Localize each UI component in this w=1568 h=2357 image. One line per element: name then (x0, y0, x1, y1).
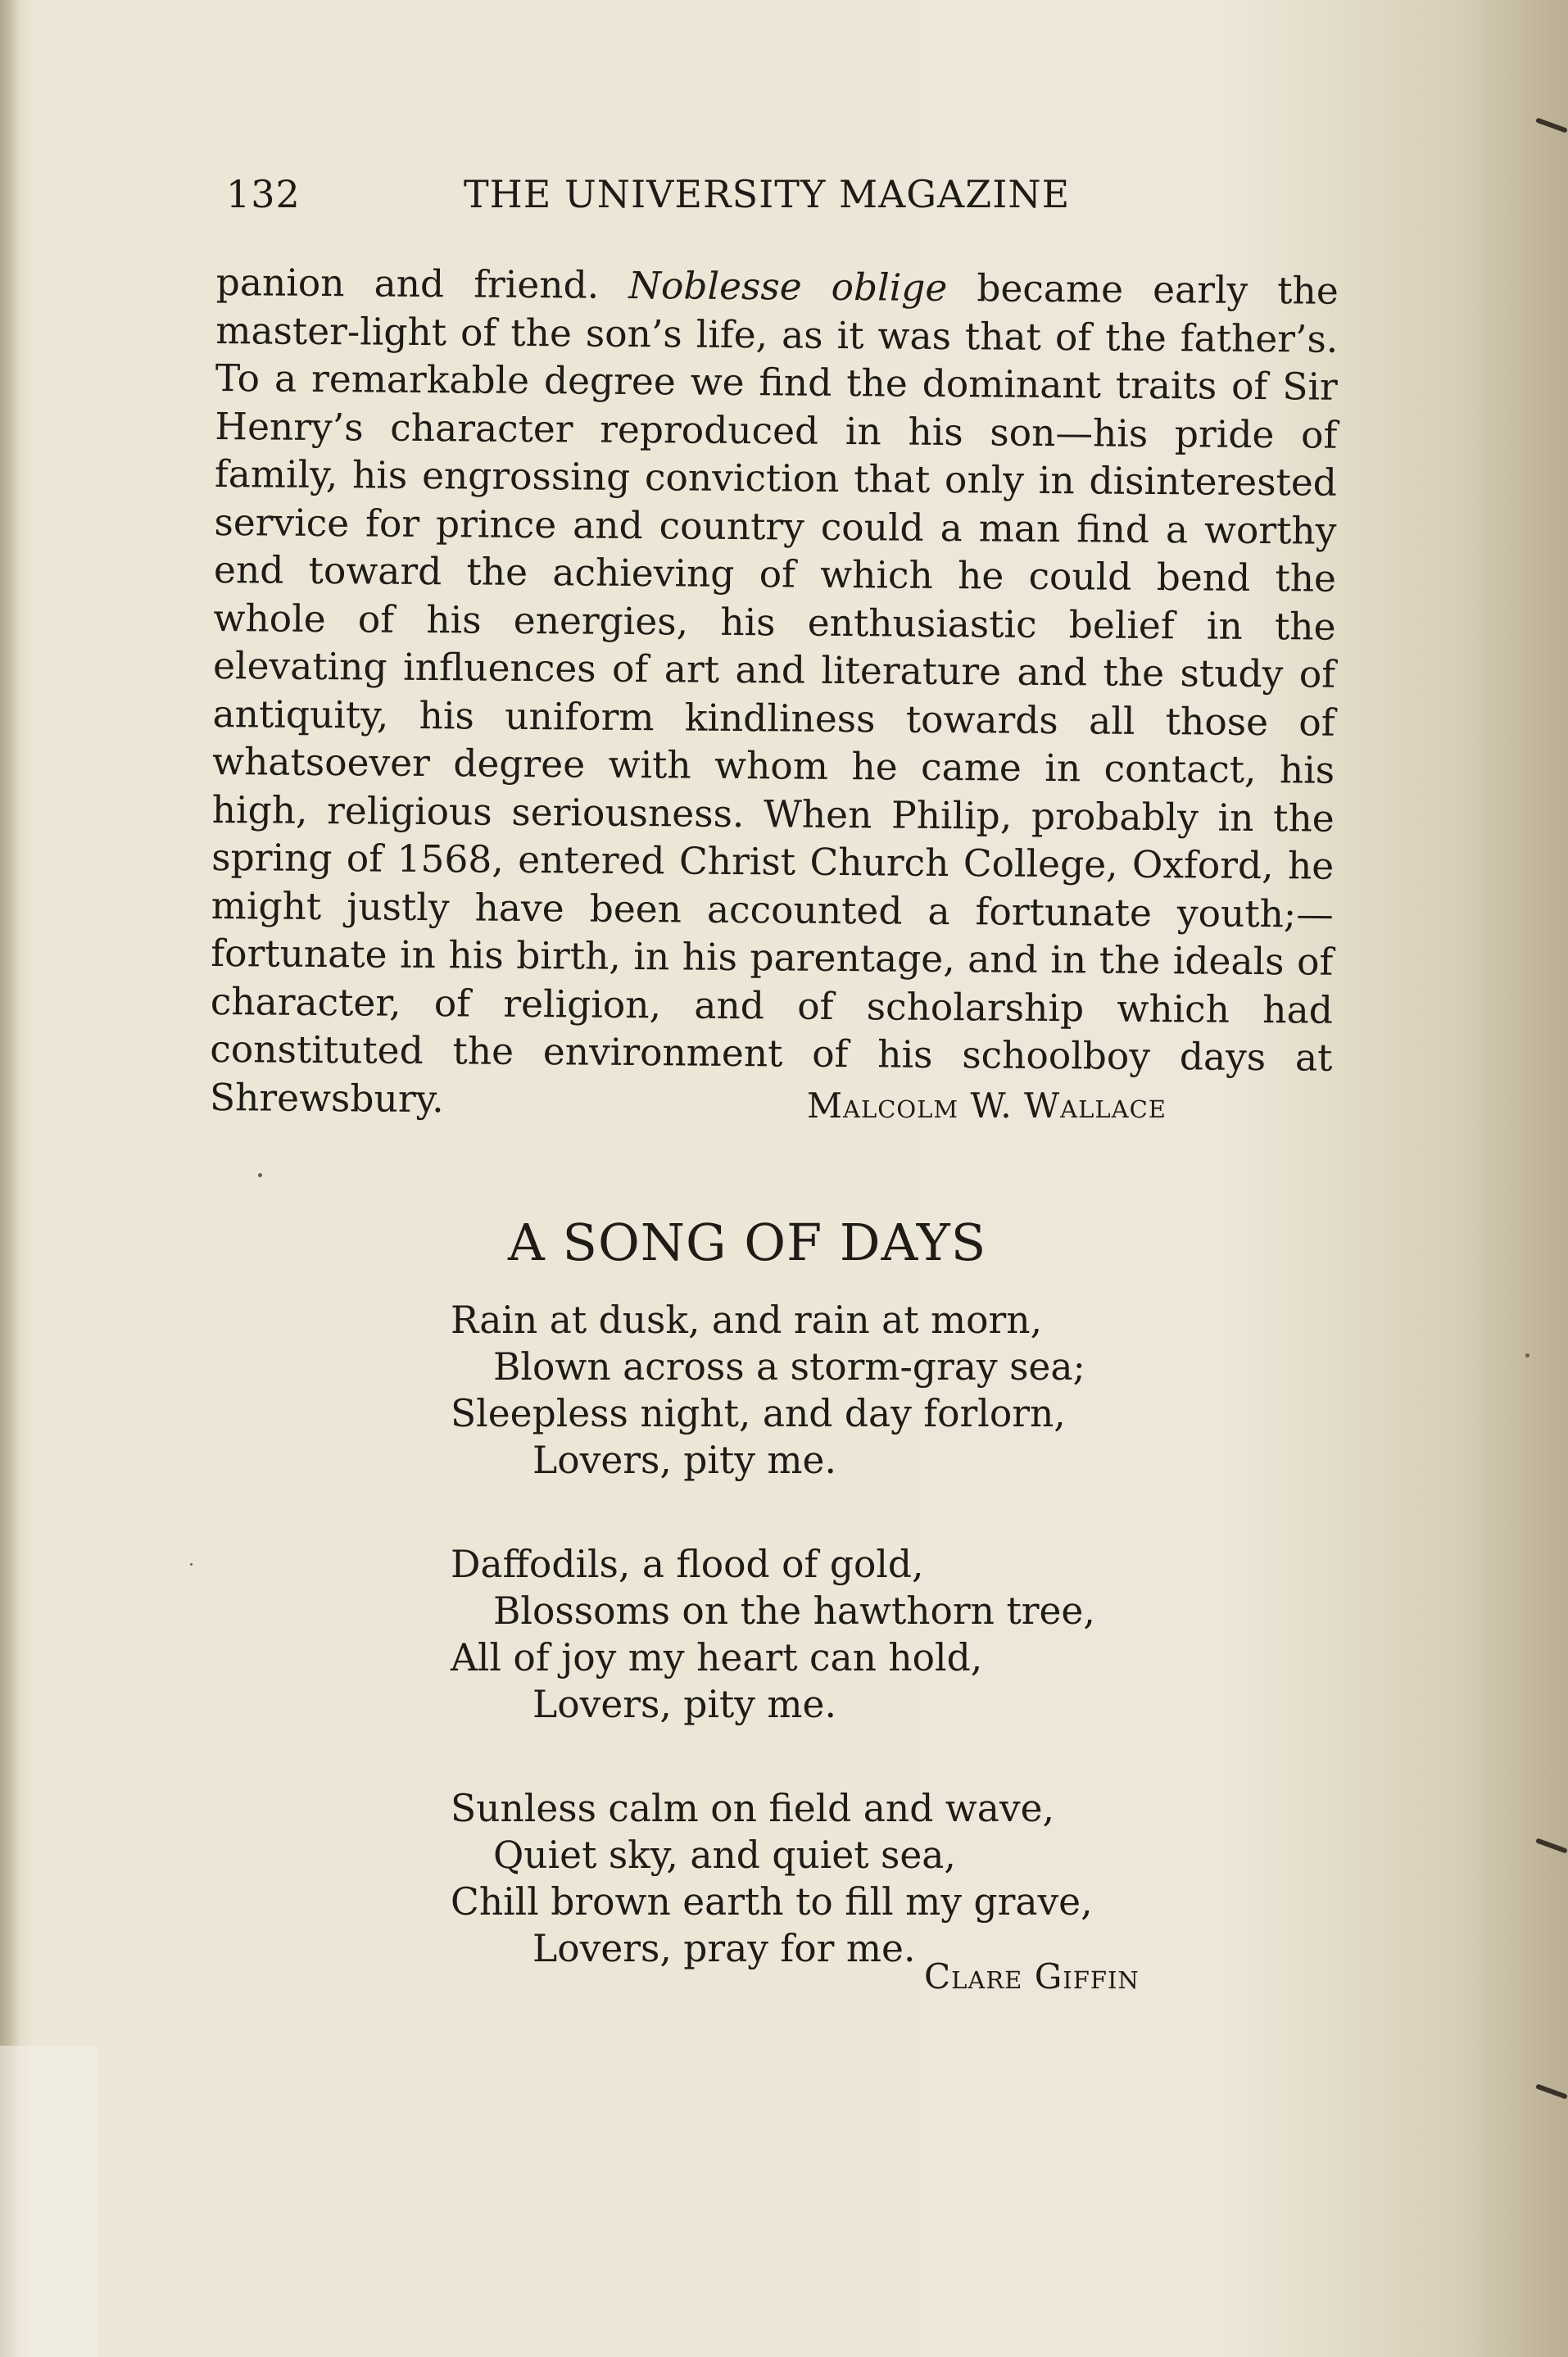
page-edge-mark (1535, 117, 1568, 133)
poem-stanza (451, 1785, 1188, 1972)
poem-line: Rain at dusk, and rain at morn, (451, 1299, 1043, 1342)
poem-author: Clare Giffin (924, 1956, 1140, 1997)
page-edge-mark (1535, 2083, 1568, 2099)
essay-body: became early the master-light of the son’s life, as it was that of the father’s. To a remarkable degree we find the dominant traits of Sir Henry’s character reproduced in his son—his pride of family, his engrossing conviction that only in disinterested service for prince and country could a man find a worthy end toward the achieving of which he could bend the whole of his energies, his enthusiastic belief in the elevating influences of art and literature and the study of antiquity, his uniform kindliness towards all those of whatsoever degree with whom he came in contact, his high, religious seriousness. When Philip, probably in the spring of 1568, entered Christ Church College, Oxford, he might justly have been accounted a fortunate youth;—fortunate in his birth, in his parentage, and in the ideals of character, of religion, and of scholarship which had constituted the environment of his schoolboy days at Shrewsbury. (209, 266, 1339, 1121)
poem-stanza (451, 1297, 1188, 1484)
essay-lead: panion and friend. (215, 260, 629, 307)
gutter-shadow (0, 0, 20, 2357)
poem-line: Blown across a storm-gray sea; (493, 1345, 1085, 1389)
ink-speck (1525, 1353, 1529, 1358)
poem-stanza (451, 1541, 1188, 1728)
journal-title: THE UNIVERSITY MAGAZINE (464, 172, 1071, 216)
poem-line: All of joy my heart can hold, (451, 1636, 983, 1679)
poem-line: Lovers, pity me. (532, 1439, 836, 1482)
poem-body (451, 1297, 1188, 2029)
poem-line: Lovers, pray for me. (532, 1927, 916, 1970)
paper-corner (0, 2046, 98, 2357)
page-number: 132 (226, 172, 301, 216)
poem-line: Lovers, pity me. (532, 1683, 836, 1726)
poem-line: Daffodils, a flood of gold, (451, 1543, 924, 1586)
poem-line: Sleepless night, and day forlorn, (451, 1392, 1066, 1435)
essay-paragraph (210, 259, 1339, 1131)
ink-speck (190, 1563, 193, 1566)
essay-motto: Noblesse oblige (628, 263, 948, 310)
poem-line: Sunless calm on field and wave, (451, 1787, 1054, 1830)
poem-line: Chill brown earth to fill my grave, (451, 1880, 1093, 1924)
page-edge-mark (1535, 1838, 1568, 1853)
poem-line: Blossoms on the hawthorn tree, (493, 1589, 1095, 1633)
poem-title: A SONG OF DAYS (508, 1212, 987, 1272)
ink-speck (258, 1173, 262, 1177)
essay-text (210, 259, 1339, 1131)
poem-line: Quiet sky, and quiet sea, (493, 1833, 956, 1877)
essay-author: Malcolm W. Wallace (807, 1086, 1167, 1126)
